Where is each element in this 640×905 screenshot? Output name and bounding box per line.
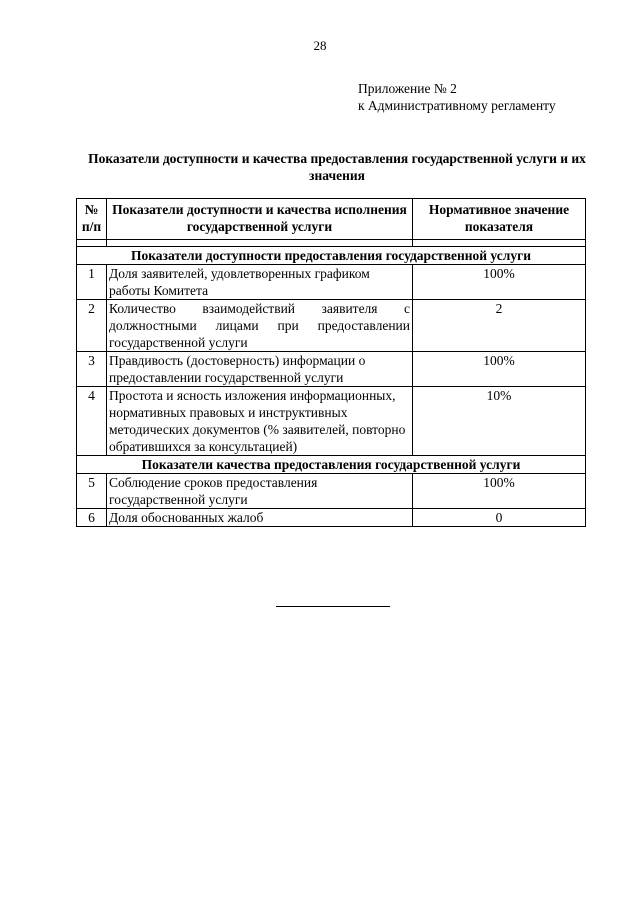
header-indicator: Показатели доступности и качества исполнения государственной услуги bbox=[107, 199, 413, 240]
table-row bbox=[77, 352, 586, 387]
row-value: 100% bbox=[413, 265, 586, 300]
row-number: 6 bbox=[77, 509, 107, 527]
row-number: 5 bbox=[77, 474, 107, 509]
table-row bbox=[77, 387, 586, 456]
row-value: 2 bbox=[413, 300, 586, 352]
row-value: 100% bbox=[413, 352, 586, 387]
header-number: № п/п bbox=[77, 199, 107, 240]
row-indicator: Количество взаимодействий заявителя с должностными лицами при предоставлении государственной услуги bbox=[107, 300, 413, 352]
row-indicator: Простота и ясность изложения информационных, нормативных правовых и инструктивных методических документов (% заявителей, повторно обратившихся за консультацией) bbox=[107, 387, 413, 456]
section-row-quality bbox=[77, 456, 586, 474]
section-title: Показатели качества предоставления государственной услуги bbox=[77, 456, 586, 474]
indicators-table bbox=[76, 198, 586, 527]
table-header-row bbox=[77, 199, 586, 240]
row-indicator: Доля обоснованных жалоб bbox=[107, 509, 413, 527]
appendix-number: Приложение № 2 bbox=[358, 81, 457, 96]
row-value: 10% bbox=[413, 387, 586, 456]
appendix-regulation: к Административному регламенту bbox=[358, 98, 556, 113]
page-number: 28 bbox=[313, 38, 327, 53]
row-indicator: Доля заявителей, удовлетворенных графиком работы Комитета bbox=[107, 265, 413, 300]
table-row bbox=[77, 474, 586, 509]
document-title: Показатели доступности и качества предоставления государственной услуги и их значения bbox=[88, 151, 586, 183]
table-row bbox=[77, 265, 586, 300]
spacer-row bbox=[77, 240, 586, 247]
row-number: 1 bbox=[77, 265, 107, 300]
section-title: Показатели доступности предоставления государственной услуги bbox=[77, 247, 586, 265]
row-indicator: Соблюдение сроков предоставления государственной услуги bbox=[107, 474, 413, 509]
row-number: 4 bbox=[77, 387, 107, 456]
table-row bbox=[77, 509, 586, 527]
row-value: 0 bbox=[413, 509, 586, 527]
header-normative-value: Нормативное значение показателя bbox=[413, 199, 586, 240]
row-number: 2 bbox=[77, 300, 107, 352]
row-indicator: Правдивость (достоверность) информации о предоставлении государственной услуги bbox=[107, 352, 413, 387]
appendix-reference bbox=[358, 80, 556, 114]
row-value: 100% bbox=[413, 474, 586, 509]
section-row-availability bbox=[77, 247, 586, 265]
closing-divider-line bbox=[276, 606, 390, 607]
table-row bbox=[77, 300, 586, 352]
row-number: 3 bbox=[77, 352, 107, 387]
